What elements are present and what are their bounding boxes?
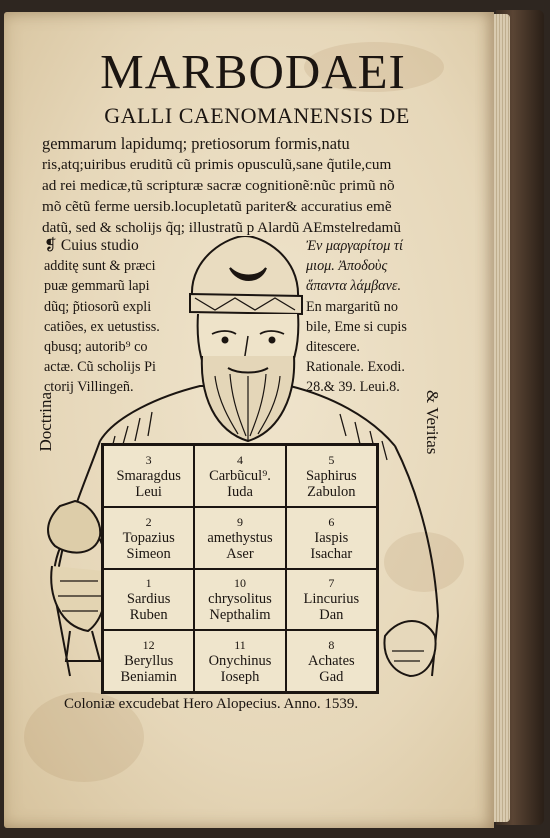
left-column-text <box>44 236 194 398</box>
gem-number: 1 <box>145 576 152 591</box>
gem-number: 12 <box>142 638 155 653</box>
greek-line: μιομ. Ἀποδοὺς <box>306 258 388 275</box>
tribe-name: Dan <box>319 607 344 624</box>
text-line: additę sunt & præci <box>44 258 156 275</box>
breastplate-table <box>101 443 379 694</box>
text-line: qbusq; autorib⁹ co <box>44 339 148 356</box>
tribe-name: Gad <box>319 669 344 686</box>
breastplate-cell <box>103 569 194 631</box>
breastplate-cell <box>194 569 285 631</box>
breastplate-cell <box>194 445 285 507</box>
title-sub: GALLI CAENOMANENSIS DE <box>104 103 410 128</box>
tribe-name: Ioseph <box>220 669 260 686</box>
text-line: 28.& 39. Leui.8. <box>306 379 400 396</box>
gem-number: 4 <box>236 452 243 467</box>
text-line: bile, Eme si cupis <box>306 318 407 335</box>
text-line: Rationale. Exodi. <box>306 359 405 376</box>
breastplate-cell <box>194 630 285 692</box>
gem-stone-name: Saphirus <box>305 467 357 484</box>
text-line: ctorij Villingeñ. <box>44 379 134 396</box>
gem-stone-name: Sardius <box>126 591 171 608</box>
greek-line: ἅπαντα λάμβανε. <box>306 278 402 295</box>
tribe-name: Leui <box>135 483 162 500</box>
tribe-name: Iuda <box>227 483 253 500</box>
text-line: actæ. Cũ scholijs Pi <box>44 359 156 376</box>
gem-stone-name: Smaragdus <box>116 467 181 484</box>
breastplate-cell <box>286 507 377 569</box>
breastplate-cell <box>286 569 377 631</box>
text-line: dũq; p̃tiosorũ expli <box>44 298 152 315</box>
gem-stone-name: Achates <box>307 653 355 670</box>
side-text-right: & Veritas <box>423 390 442 455</box>
title-main: MARBODAEI <box>100 44 406 99</box>
tribe-name: Beniamin <box>120 669 177 686</box>
body-line: mõ cẽtũ ferme uersib.locupletatũ pariter& accuratius emẽ <box>42 198 392 215</box>
tribe-name: Aser <box>226 545 254 562</box>
greek-line: Ἐν μαργαρίτομ τί <box>306 238 403 254</box>
gem-stone-name: Topazius <box>122 529 175 546</box>
gem-number: 3 <box>145 452 152 467</box>
gem-stone-name: chrysolitus <box>208 591 272 608</box>
breastplate-cell <box>286 630 377 692</box>
body-line: ris,atq;uiribus eruditũ cũ primis opusculũ,sane q̃utile,cum <box>42 156 392 173</box>
gem-number: 8 <box>328 638 335 653</box>
tribe-name: Isachar <box>310 545 353 562</box>
gem-number: 7 <box>328 576 335 591</box>
right-column-text <box>306 236 476 398</box>
gem-number: 11 <box>234 638 246 653</box>
gem-number: 6 <box>328 514 335 529</box>
gem-stone-name: amethystus <box>207 529 273 546</box>
body-line: gemmarum lapidumq; pretiosorum formis,natu <box>42 134 350 153</box>
gem-stone-name: Onychinus <box>208 653 272 670</box>
text-line: puæ gemmarũ lapi <box>44 278 150 295</box>
gem-number: 10 <box>233 576 246 591</box>
body-line: datũ, sed & scholijs q̃q; illustratũ p Alardũ AEmstelredamũ <box>42 219 401 236</box>
gem-stone-name: Beryllus <box>124 653 174 670</box>
breastplate-cell <box>103 445 194 507</box>
text-line: ❡ Cuius studio <box>44 237 139 254</box>
body-line: ad rei medicæ,tũ scripturæ sacræ cognitionẽ:nũc primũ nõ <box>42 177 395 194</box>
side-text-left: Doctrina <box>36 392 55 452</box>
tribe-name: Zabulon <box>307 483 356 500</box>
gem-number: 2 <box>145 514 152 529</box>
gem-stone-name: Carbũcul⁹. <box>209 467 271 484</box>
tribe-name: Simeon <box>126 545 171 562</box>
tribe-name: Nepthalim <box>209 607 271 624</box>
breastplate-cell <box>194 507 285 569</box>
gem-number: 9 <box>236 514 243 529</box>
text-line: En margaritũ no <box>306 298 398 315</box>
gem-number: 5 <box>328 452 335 467</box>
breastplate-cell <box>103 630 194 692</box>
breastplate-cell <box>286 445 377 507</box>
gem-stone-name: Iaspis <box>314 529 349 546</box>
gem-stone-name: Lincurius <box>303 591 360 608</box>
text-line: ditescere. <box>306 339 360 356</box>
tribe-name: Ruben <box>129 607 168 624</box>
printer-imprint: Coloniæ excudebat Hero Alopecius. Anno. 1539. <box>64 696 359 712</box>
text-line: catiões, ex uetustiss. <box>44 318 160 335</box>
breastplate-cell <box>103 507 194 569</box>
